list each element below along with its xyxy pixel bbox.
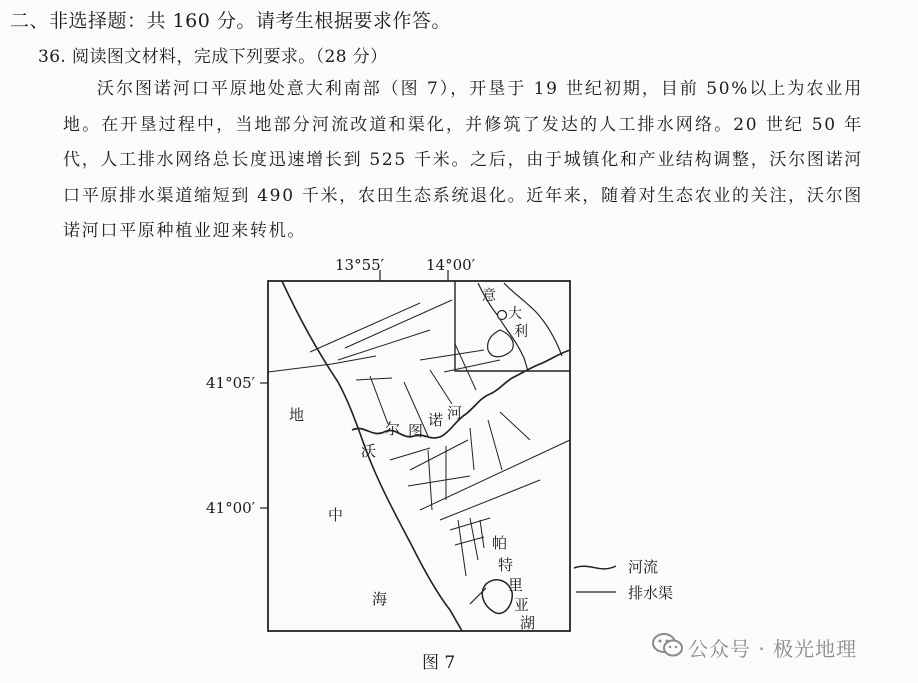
river-label-1: 沃 <box>361 442 377 460</box>
lat-label-1: 41°05′ <box>206 374 256 392</box>
inset-label-1: 意 <box>482 288 496 304</box>
river-label-3: 图 <box>408 422 424 440</box>
river-label-5: 河 <box>447 404 463 422</box>
section-heading: 二、非选择题：共 160 分。请考生根据要求作答。 <box>10 10 451 32</box>
lake-label-3: 里 <box>508 576 524 594</box>
question-title: 36. 阅读图文材料，完成下列要求。（28 分） <box>38 47 388 67</box>
lon-label-2: 14°00′ <box>426 256 476 274</box>
wechat-icon <box>652 632 684 658</box>
inset-label-3: 利 <box>514 324 528 340</box>
lake-label-1: 帕 <box>492 534 508 552</box>
inset-location-marker <box>498 311 507 320</box>
inset-label-2: 大 <box>508 306 522 322</box>
sea-label-1: 地 <box>289 406 305 424</box>
sea-label-3: 海 <box>372 590 388 608</box>
sea-label-2: 中 <box>328 506 344 524</box>
watermark-text: 公众号 · 极光地理 <box>688 637 858 661</box>
lake-label-2: 特 <box>498 556 514 574</box>
lake-label-5: 湖 <box>520 614 536 632</box>
figure-caption: 图 7 <box>422 653 456 673</box>
legend-river-label: 河流 <box>628 558 659 576</box>
material-paragraph: 沃尔图诺河口平原地处意大利南部（图 7），开垦于 19 世纪初期，目前 50%以上为农业用地。在开垦过程中，当地部分河流改道和渠化，并修筑了发达的人工排水网络。20 世纪 50 年代，人工排水网络总长度迅速增长到 525 千米。之后，由于城镇化和产业结构调整，沃尔图诺河口平原排水渠道缩短到 490 千米，农田生态系统退化。近年来，随着对生态农业的关注，沃尔图诺河口平原种植业迎来转机。 <box>63 79 863 241</box>
lon-label-1: 13°55′ <box>335 256 385 274</box>
legend-river-symbol <box>574 566 616 569</box>
legend-canal-label: 排水渠 <box>628 584 674 602</box>
lake-label-4: 亚 <box>514 596 530 614</box>
lat-label-2: 41°00′ <box>206 499 256 517</box>
river-label-4: 诺 <box>428 411 444 429</box>
river-label-2: 尔 <box>385 420 401 438</box>
